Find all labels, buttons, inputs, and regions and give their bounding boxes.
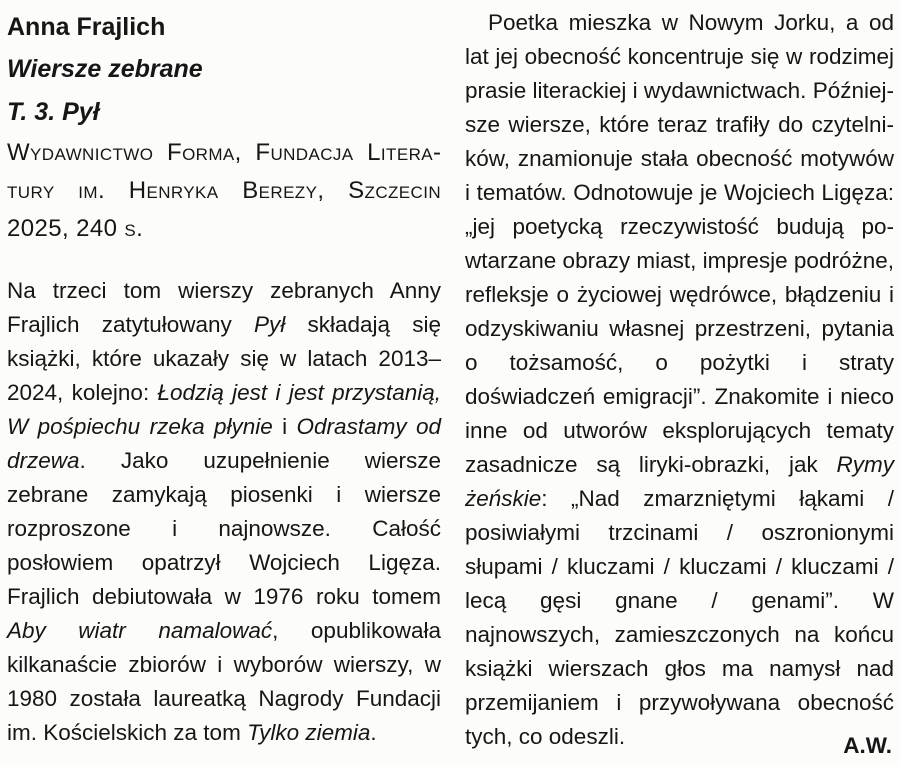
left-column <box>7 6 441 767</box>
reviewer-initials: A.W. <box>843 733 892 758</box>
book-author: Anna Frajlich <box>7 13 166 41</box>
right-column <box>465 6 894 767</box>
imprint-publisher-line: Wydawnictwo Forma, Fundacja Literatury im. Henryka Berezy, Szczecin 2025, 240 s. <box>7 139 441 242</box>
review-paragraph-left: Na trzeci tom wierszy zebranych Anny Frajlich zatytułowany Pył składają się książki, które ukazały się w latach 2013–2024, kolejno: Łodzią jest i jest przystanią, W pośpiechu rzeka płynie i Odrastamy od drzewa. Jako uzupełnienie wiersze zebrane zamykają piosenki i wiersze rozproszone i najnowsze. Całość posłowiem opatrzył Wojciech Ligęza. Frajlich debiutowała w 1976 roku tomem Aby wiatr namalować, opublikowała kilkanaście zbiorów i wyborów wierszy, w 1980 została laureatką Nagrody Fundacji im. Kościelskich za tom Tylko ziemia. <box>7 278 442 745</box>
book-volume: T. 3. Pył <box>7 98 100 126</box>
review-paragraph-right: Poetka mieszka w Nowym Jorku, a od lat jej obecność koncentruje się w rodzimej prasie literackiej i wydawnictwach. Późniejsze wiersze, które teraz trafiły do czytelników, znamionuje stała obecność motywów i tematów. Odnotowuje je Wojciech Ligęza: „jej poetycką rzeczywistość budują powtarzane obrazy miast, impresje podróżne, refleksje o życiowej wędrówce, błądzeniu i odzyskiwaniu własnej przestrzeni, pytania o tożsamość, o pożytki i straty doświadczeń emigracji”. Znakomite i nieco inne od utworów eksplorujących tematy zasadnicze są liryki-obrazki, jak Rymy żeńskie: „Nad zmarzniętymi łąkami / posiwiałymi trzcinami / oszronionymi słupami / kluczami / kluczami / kluczami / lecą gęsi gnane / genami”. W najnowszych, zamieszczonych na końcu książki wierszach głos ma namysł nad przemijaniem i przywoływana obecność tych, co odeszli. <box>465 10 894 749</box>
book-title: Wiersze zebrane <box>7 55 203 83</box>
